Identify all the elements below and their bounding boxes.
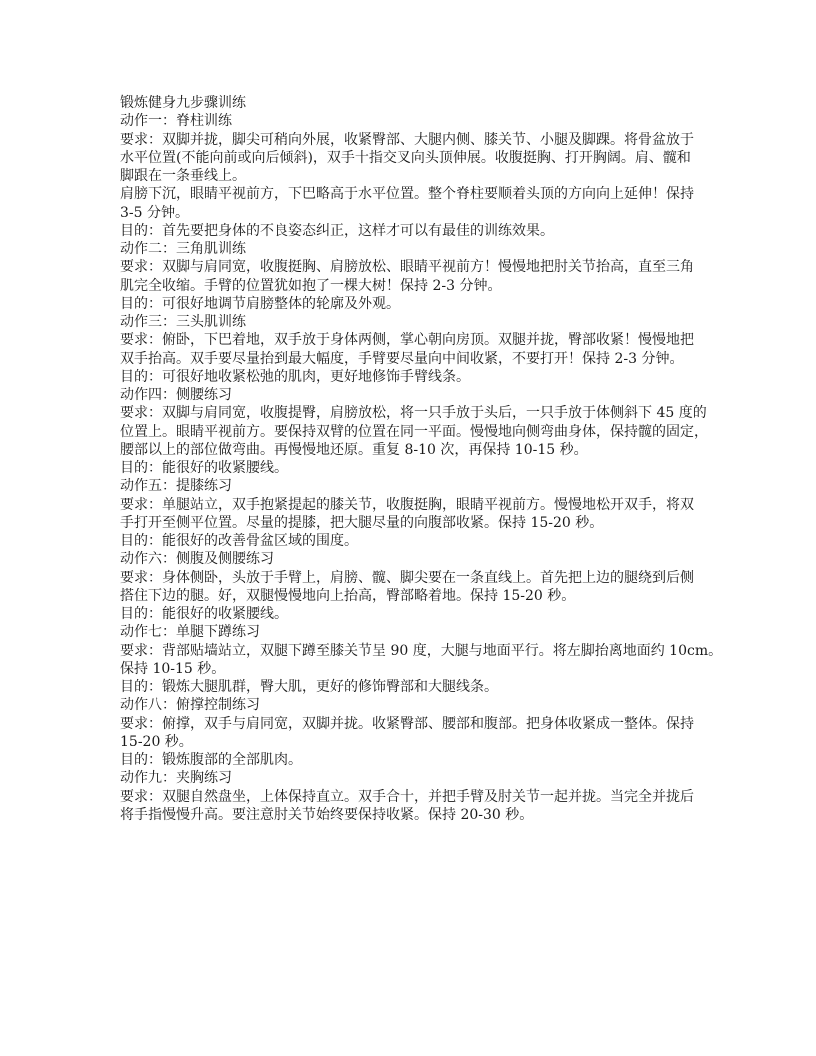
section-heading <box>120 240 710 258</box>
requirement-paragraph <box>120 715 710 752</box>
requirement-paragraph <box>120 185 710 222</box>
text-line: 动作八：俯撑控制练习 <box>120 697 260 714</box>
document-title: 锻炼健身九步骤训练 <box>120 95 246 111</box>
purpose-paragraph <box>120 368 710 386</box>
text-line: 要求：双脚并拢，脚尖可稍向外展，收紧臀部、大腿内侧、膝关节、小腿及脚踝。将骨盆放于 <box>120 131 694 148</box>
text-line: 目的：能很好的改善骨盆区域的围度。 <box>120 533 358 549</box>
section-heading <box>120 313 710 331</box>
paragraph-list <box>120 112 723 824</box>
text-line: 脚跟在一条垂线上。 <box>120 168 246 184</box>
requirement-paragraph <box>120 788 710 825</box>
section-heading <box>120 696 710 714</box>
text-line: 动作三：三头肌训练 <box>120 314 246 330</box>
text-line: 要求：背部贴墙站立，双腿下蹲至膝关节呈 90 度，大腿与地面平行。将左脚抬离地面约 10cm。 <box>120 642 723 659</box>
text-line: 动作二：三角肌训练 <box>120 241 246 257</box>
requirement-paragraph <box>120 331 710 368</box>
section-heading <box>120 550 710 568</box>
text-line: 搭住下边的腿。好，双腿慢慢地向上抬高，臀部略着地。保持 15-20 秒。 <box>120 587 576 604</box>
purpose-paragraph <box>120 678 710 696</box>
text-line: 要求：俯撑，双手与肩同宽，双脚并拢。收紧臀部、腰部和腹部。把身体收紧成一整体。保持 <box>120 715 694 732</box>
text-line: 动作六：侧腹及侧腰练习 <box>120 551 274 568</box>
text-line: 要求：俯卧，下巴着地，双手放于身体两侧，掌心朝向房顶。双腿并拢，臀部收紧！慢慢地把 <box>120 332 694 349</box>
text-line: 将手指慢慢升高。要注意肘关节始终要保持收紧。保持 20-30 秒。 <box>120 806 534 823</box>
text-line: 要求：双脚与肩同宽，收腹提臀，肩膀放松，将一只手放于头后，一只手放于体侧斜下 45 度的 <box>120 405 707 422</box>
text-line: 动作四：侧腰练习 <box>120 387 232 403</box>
text-line: 要求：双脚与肩同宽，收腹挺胸、肩膀放松、眼睛平视前方！慢慢地把肘关节抬高，直至三角 <box>120 259 694 276</box>
section-heading <box>120 769 710 787</box>
purpose-paragraph <box>120 222 710 240</box>
text-line: 目的：能很好的收紧腰线。 <box>120 460 288 476</box>
requirement-paragraph <box>120 496 710 533</box>
requirement-paragraph <box>120 569 710 606</box>
purpose-paragraph <box>120 751 710 769</box>
text-line: 动作五：提膝练习 <box>120 478 232 495</box>
requirement-paragraph <box>120 258 710 295</box>
text-line: 目的：可很好地调节肩膀整体的轮廓及外观。 <box>120 295 400 312</box>
requirement-paragraph <box>120 404 710 459</box>
text-line: 目的：首先要把身体的不良姿态纠正，这样才可以有最佳的训练效果。 <box>120 222 554 239</box>
requirement-paragraph <box>120 642 723 679</box>
text-line: 位置上。眼睛平视前方。要保持双臂的位置在同一平面。慢慢地向侧弯曲身体，保持髋的固定， <box>120 423 708 440</box>
text-line: 动作一：脊柱训练 <box>120 113 232 130</box>
text-line: 手打开至侧平位置。尽量的提膝，把大腿尽量的向腹部收紧。保持 15-20 秒。 <box>120 514 604 531</box>
text-line: 目的：锻炼大腿肌群，臀大肌，更好的修饰臀部和大腿线条。 <box>120 679 498 695</box>
text-line: 目的：可很好地收紧松弛的肌肉，更好地修饰手臂线条。 <box>120 368 470 385</box>
purpose-paragraph <box>120 295 710 313</box>
text-line: 目的：能很好的收紧腰线。 <box>120 606 288 622</box>
text-line: 肌完全收缩。手臂的位置犹如抱了一棵大树！保持 2-3 分钟。 <box>120 277 502 294</box>
text-line: 要求：双腿自然盘坐，上体保持直立。双手合十，并把手臂及肘关节一起并拢。当完全并拢后 <box>120 788 694 805</box>
purpose-paragraph <box>120 459 710 477</box>
requirement-paragraph <box>120 131 710 186</box>
section-heading <box>120 386 710 404</box>
text-line: 3-5 分钟。 <box>120 204 189 221</box>
text-line: 水平位置(不能向前或向后倾斜)，双手十指交叉向头顶伸展。收腹挺胸、打开胸阔。肩、髋和 <box>120 149 691 166</box>
text-line: 保持 10-15 秒。 <box>120 660 226 677</box>
section-heading <box>120 112 710 130</box>
text-line: 目的：锻炼腹部的全部肌肉。 <box>120 752 302 768</box>
document-body <box>120 94 723 824</box>
text-line: 腰部以上的部位做弯曲。再慢慢地还原。重复 8-10 次，再保持 10-15 秒。 <box>120 441 588 458</box>
text-line: 动作七：单腿下蹲练习 <box>120 624 260 641</box>
text-line: 要求：单腿站立，双手抱紧提起的膝关节，收腹挺胸，眼睛平视前方。慢慢地松开双手，将双 <box>120 496 694 513</box>
text-line: 要求：身体侧卧，头放于手臂上，肩膀、髋、脚尖要在一条直线上。首先把上边的腿绕到后侧 <box>120 569 694 586</box>
purpose-paragraph <box>120 532 710 550</box>
purpose-paragraph <box>120 605 710 623</box>
text-line: 肩膀下沉，眼睛平视前方，下巴略高于水平位置。整个脊柱要顺着头顶的方向向上延伸！保持 <box>120 186 694 203</box>
section-heading <box>120 623 710 641</box>
text-line: 15-20 秒。 <box>120 733 193 750</box>
section-heading <box>120 477 710 495</box>
text-line: 动作九：夹胸练习 <box>120 770 232 787</box>
text-line: 双手抬高。双手要尽量抬到最大幅度，手臂要尽量向中间收紧，不要打开！保持 2-3 分钟。 <box>120 350 684 367</box>
